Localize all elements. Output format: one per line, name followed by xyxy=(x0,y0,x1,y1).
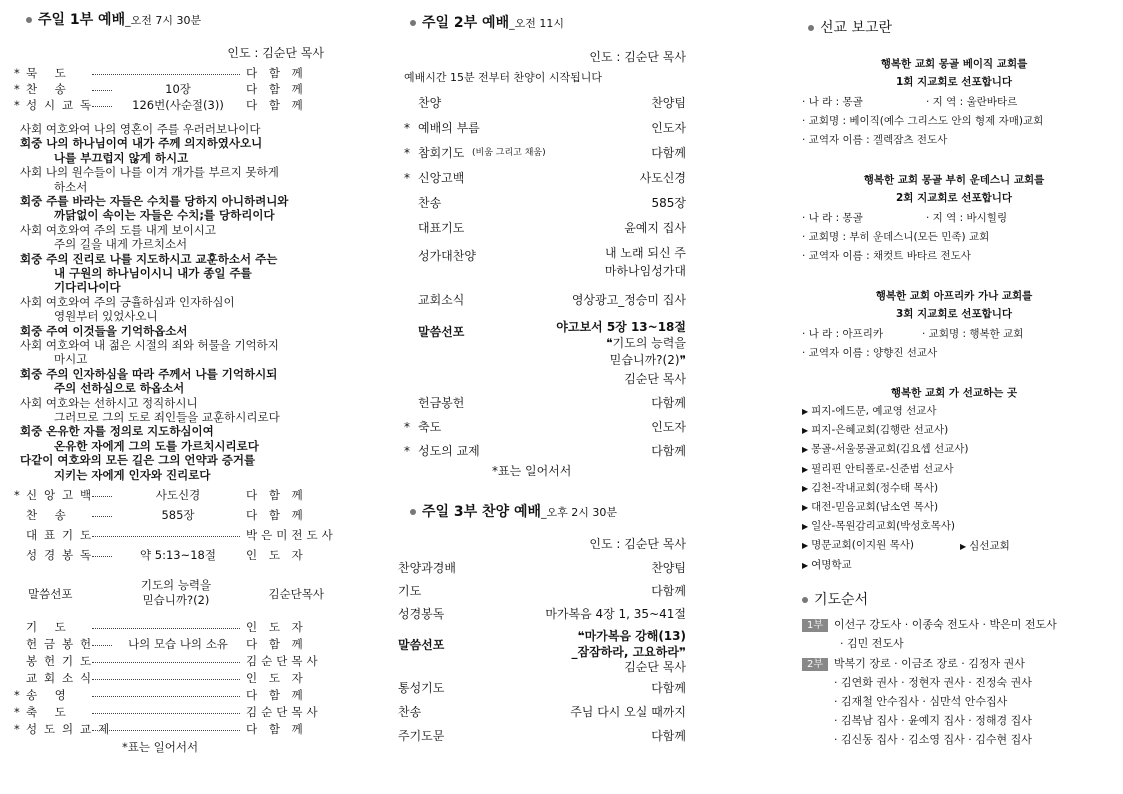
prayer-line: · 김신동 집사 · 김소영 집사 · 김수현 집사 xyxy=(834,733,1032,746)
sermon-label: 말씀선포 xyxy=(418,325,465,339)
prayer-line: 이선구 강도사 · 이종숙 전도사 · 박은미 전도사 xyxy=(834,618,1057,631)
service2-heading xyxy=(410,12,564,32)
support-item-label: 일산-목원감리교회(박성호목사) xyxy=(811,520,955,533)
order-label: 기도 xyxy=(398,584,422,598)
order-row xyxy=(14,528,337,543)
order-right: 다 함 께 xyxy=(246,488,307,502)
order-right: 인 도 자 xyxy=(246,548,307,562)
mission-head: 2회 지교회로 선포합니다 xyxy=(895,192,1013,204)
order-row xyxy=(14,722,324,737)
support-item-label: 여명학교 xyxy=(811,558,852,571)
order-value: 126번(사순절(3)) xyxy=(112,98,244,113)
responsive-line: 사회 여호와여 주의 긍휼하심과 인자하심이 xyxy=(20,294,235,309)
triangle-icon: ▶ xyxy=(802,464,809,474)
order-row xyxy=(398,395,686,411)
order-label: 축 도 xyxy=(26,705,73,719)
responsive-line: 회중 온유한 자를 정의로 지도하심이여 xyxy=(20,424,214,439)
service3-leader: 인도 : 김순단 목사 xyxy=(589,537,686,551)
prayer-line: 박복기 장로 · 이금조 장로 · 김정자 권사 xyxy=(834,657,1025,670)
order-right: 585장 xyxy=(651,196,686,210)
order-label: 대표기도 xyxy=(418,221,465,235)
support-item xyxy=(802,557,852,572)
service3-order xyxy=(398,560,686,632)
triangle-icon: ▶ xyxy=(802,426,809,436)
sermon-label: 말씀선포 xyxy=(398,638,445,652)
mission-line: · 지 역 : 울란바타르 xyxy=(926,96,1018,108)
star-icon: * xyxy=(404,171,410,185)
order-row xyxy=(14,620,324,635)
order-label: 주기도문 xyxy=(398,729,445,743)
service2-leader: 인도 : 김순단 목사 xyxy=(589,50,686,64)
mission-head: 3회 지교회로 선포합니다 xyxy=(895,308,1013,320)
order-right: 김순단목사 xyxy=(246,654,322,668)
support-item xyxy=(802,537,914,552)
order-row xyxy=(398,170,686,186)
support-item xyxy=(802,441,968,456)
responsive-line: 온유한 자에게 그의 도를 가르치시리로다 xyxy=(54,438,259,453)
order-row xyxy=(398,419,686,435)
service1-sermon-row xyxy=(14,578,324,610)
support-item xyxy=(802,422,948,437)
order-value: 10장 xyxy=(112,82,244,97)
responsive-line: 주의 선하심으로 하옵소서 xyxy=(54,381,185,396)
order-label: 헌금봉헌 xyxy=(26,637,99,651)
responsive-line: 그러므로 그의 도로 죄인들을 교훈하시리로다 xyxy=(54,410,280,424)
service1-title: 주일 1부 예배 xyxy=(38,12,126,28)
order-value: 나의 모습 나의 소유 xyxy=(112,637,244,652)
responsive-line: 사회 여호와여 나의 영혼이 주를 우러러보나이다 xyxy=(20,122,261,136)
order-right: 찬양팀 xyxy=(651,561,686,575)
order-label: 성도의 교제 xyxy=(418,444,480,458)
mission-line: · 교역자 이름 : 양향진 선교사 xyxy=(802,347,938,359)
support-extra xyxy=(960,538,1010,553)
service1-order-mid xyxy=(14,488,337,568)
mission-line: · 교회명 : 행복한 교회 xyxy=(922,328,1024,340)
dotted-leader xyxy=(92,705,240,714)
order-row xyxy=(14,654,324,669)
sermon-preacher: 김순단 목사 xyxy=(624,372,686,386)
responsive-line: 나를 부끄럽지 않게 하시고 xyxy=(54,150,189,165)
sermon-title-line2: _잠잠하라, 고요하라❞ xyxy=(571,645,686,659)
mission-line: · 나 라 : 아프리카 xyxy=(802,328,884,340)
order-right: 다함께 xyxy=(651,396,686,410)
order-label: 찬양과경배 xyxy=(398,561,456,575)
order-label: 성도의교제 xyxy=(26,722,117,736)
sermon-title-line2: 믿습니까?(2) xyxy=(142,593,210,607)
order-label: 통성기도 xyxy=(398,681,445,695)
order-row xyxy=(14,98,324,113)
order-right: 다함께 xyxy=(651,729,686,743)
order-label: 찬송 xyxy=(418,196,442,210)
order-row xyxy=(14,688,324,703)
responsive-line: 마시고 xyxy=(54,352,88,367)
order-right: 사도신경 xyxy=(639,171,686,185)
support-extra-label: 심선교회 xyxy=(969,540,1010,552)
support-item xyxy=(802,480,938,495)
star-icon: * xyxy=(404,420,410,434)
order-row xyxy=(398,606,686,622)
mission-line: · 지 역 : 바시힐링 xyxy=(926,212,1008,224)
support-list xyxy=(798,403,1110,573)
order-right: 김순단목사 xyxy=(246,705,322,719)
support-item xyxy=(802,499,938,514)
prayer-second-service xyxy=(802,655,1025,671)
sermon-passage: 야고보서 5장 13~18절 xyxy=(556,320,686,334)
bullet-icon xyxy=(410,20,416,26)
support-item-label: 피지-은혜교회(김행란 선교사) xyxy=(811,424,949,437)
star-icon: * xyxy=(14,705,20,719)
prayer-line: · 김연화 권사 · 정현자 권사 · 진정숙 권사 xyxy=(834,676,1032,689)
order-right: 박은미전도사 xyxy=(246,528,337,542)
triangle-icon: ▶ xyxy=(802,483,809,493)
service2-time: _오전 11시 xyxy=(509,17,564,30)
order-row xyxy=(398,195,686,211)
order-right: 다 함 께 xyxy=(246,688,307,702)
star-icon: * xyxy=(404,121,410,135)
mission-line: · 나 라 : 몽골 xyxy=(802,212,863,224)
bullet-icon xyxy=(410,509,416,515)
responsive-line: 사회 여호와는 선하시고 정직하시니 xyxy=(20,395,198,410)
order-right: 마가복음 4장 1, 35~41절 xyxy=(545,607,686,621)
service3-heading xyxy=(410,501,617,521)
responsive-line: 까닭없이 속이는 자들은 수치;를 당하리이다 xyxy=(54,208,275,223)
triangle-icon: ▶ xyxy=(802,522,809,532)
mission-line: · 교역자 이름 : 채컷트 바타르 전도사 xyxy=(802,250,971,262)
service1-order-top xyxy=(14,66,324,114)
service1-leader: 인도 : 김순단 목사 xyxy=(227,46,324,60)
service1-time: _오전 7시 30분 xyxy=(125,14,202,27)
mission-heading xyxy=(808,17,892,37)
order-right: 인도자 xyxy=(651,121,686,135)
order-right: 다 함 께 xyxy=(246,98,307,112)
order-row xyxy=(398,95,686,111)
responsive-reading xyxy=(20,122,330,486)
responsive-line: 회중 주의 인자하심을 따라 주께서 나를 기억하시되 xyxy=(20,366,278,381)
prayer-list xyxy=(834,674,1110,774)
order-label: 참회기도 xyxy=(418,146,465,160)
responsive-line: 회중 나의 하나님이여 내가 주께 의지하였사오니 xyxy=(20,136,263,151)
order-label: 성경봉독 xyxy=(398,607,445,621)
order-row xyxy=(14,671,324,686)
support-item-label: 필리핀 안티폴로-신준범 선교사 xyxy=(811,462,954,475)
order-value: 585장 xyxy=(112,508,244,523)
order-label: 헌금봉헌 xyxy=(418,396,465,410)
order-right: 다 함 께 xyxy=(246,66,307,80)
prayer-line: · 김복남 집사 · 윤예지 집사 · 정해경 집사 xyxy=(834,714,1032,727)
sermon-preacher: 김순단 목사 xyxy=(624,660,686,674)
order-right: 인도자 xyxy=(651,420,686,434)
order-right: 찬양팀 xyxy=(651,96,686,110)
star-icon: * xyxy=(14,82,20,96)
support-item-label: 명문교회(이지원 목사) xyxy=(811,539,914,552)
choir-name: 마하나임성가대 xyxy=(604,264,686,278)
responsive-line: 주의 길을 내게 가르치소서 xyxy=(54,237,188,252)
star-icon: * xyxy=(14,688,20,702)
mission-head: 1회 지교회로 선포합니다 xyxy=(895,76,1013,88)
order-row xyxy=(398,680,686,696)
responsive-line: 하소서 xyxy=(54,179,88,194)
service2-order-after xyxy=(398,395,686,467)
service1-heading xyxy=(26,9,201,29)
service3-title: 주일 3부 찬양 예배 xyxy=(422,504,542,520)
triangle-icon: ▶ xyxy=(802,445,809,455)
dotted-leader xyxy=(92,722,240,731)
stand-note: *표는 일어서서 xyxy=(122,740,199,754)
order-label: 성경봉독 xyxy=(26,548,99,562)
order-row xyxy=(398,560,686,576)
order-right: 다 함 께 xyxy=(246,722,307,736)
mission-head: 행복한 교회 아프리카 가나 교회를 xyxy=(875,290,1033,302)
order-label: 봉헌기도 xyxy=(26,654,99,668)
choir-song: 내 노래 되신 주 xyxy=(605,246,686,260)
order-row xyxy=(14,548,324,563)
order-row xyxy=(398,220,686,236)
star-icon: * xyxy=(14,66,20,80)
order-right: 인 도 자 xyxy=(246,671,307,685)
triangle-icon: ▶ xyxy=(960,542,967,551)
order-label: 예배의 부름 xyxy=(418,121,480,135)
responsive-line: 사회 여호와여 주의 도를 내게 보이시고 xyxy=(20,222,217,237)
order-right: 다 함 께 xyxy=(246,637,307,651)
order-value: 약 5:13~18절 xyxy=(112,548,244,563)
dotted-leader xyxy=(92,671,240,680)
order-label: 대표기도 xyxy=(26,528,99,542)
service2-title: 주일 2부 예배 xyxy=(422,15,510,31)
order-label: 묵 도 xyxy=(26,66,73,80)
responsive-line: 지키는 자에게 인자와 진리로다 xyxy=(54,467,211,482)
responsive-line: 기다리나이다 xyxy=(54,280,121,295)
support-item-label: 김천-작내교회(정수태 목사) xyxy=(811,481,939,494)
order-right: 다 함 께 xyxy=(246,82,307,96)
prayer-first-service xyxy=(802,616,1057,632)
service2-order xyxy=(398,95,686,241)
support-item xyxy=(802,461,953,476)
bullet-icon xyxy=(802,597,808,603)
order-label: 축도 xyxy=(418,420,442,434)
dotted-leader xyxy=(92,688,240,697)
order-label: 신앙고백 xyxy=(418,171,465,185)
order-right: 인 도 자 xyxy=(246,620,307,634)
responsive-line: 다같이 여호와의 모든 길은 그의 언약과 증거를 xyxy=(20,453,256,468)
sermon-title-line1: 기도의 능력을 xyxy=(140,578,212,592)
order-row xyxy=(398,120,686,136)
star-icon: * xyxy=(404,146,410,160)
order-row xyxy=(398,704,686,720)
dotted-leader xyxy=(92,528,240,537)
service-badge: 2부 xyxy=(802,658,828,671)
stand-note: *표는 일어서서 xyxy=(492,464,572,478)
order-row xyxy=(14,82,324,97)
support-item-label: 몽골-서울몽골교회(김요셉 선교사) xyxy=(811,443,969,456)
order-right: 다 함 께 xyxy=(246,508,307,522)
support-item-label: 피지-에드문, 예교영 선교사 xyxy=(811,405,937,417)
order-row xyxy=(398,728,686,744)
responsive-line: 사회 여호와여 내 젊은 시절의 죄와 허물을 기억하지 xyxy=(20,338,279,352)
service3-order-after xyxy=(398,680,686,752)
support-head: 행복한 교회 가 선교하는 곳 xyxy=(890,387,1018,399)
sermon-title-line2: 믿습니까?(2)❞ xyxy=(609,353,686,367)
triangle-icon: ▶ xyxy=(802,503,809,512)
responsive-line: 회중 주를 바라는 자들은 수치를 당하지 아니하려니와 xyxy=(20,194,289,208)
mission-line: · 나 라 : 몽골 xyxy=(802,96,863,108)
dotted-leader xyxy=(92,66,240,75)
support-item xyxy=(802,403,937,418)
star-icon: * xyxy=(14,488,20,502)
order-label: 찬양 xyxy=(418,96,442,110)
order-right: 다함께 xyxy=(651,681,686,695)
order-label: 찬 송 xyxy=(26,82,73,96)
mission-reports xyxy=(798,56,1110,366)
responsive-line: 회중 주의 진리로 나를 지도하시고 교훈하소서 주는 xyxy=(20,251,278,266)
sermon-title-line1: ❝마가복음 강해(13) xyxy=(577,629,686,643)
order-row xyxy=(14,488,324,503)
order-row xyxy=(14,508,324,523)
order-right: 윤예지 집사 xyxy=(624,221,686,235)
dotted-leader xyxy=(92,654,240,663)
sermon-title-line1: ❝기도의 능력을 xyxy=(606,336,686,350)
mission-head: 행복한 교회 몽골 부히 운데스니 교회를 xyxy=(863,174,1045,186)
order-row xyxy=(14,637,324,652)
order-label: 기 도 xyxy=(26,620,73,634)
star-icon: * xyxy=(14,722,20,736)
order-label: 찬 송 xyxy=(26,508,73,522)
mission-line: · 교역자 이름 : 겔렉잠츠 전도사 xyxy=(802,134,948,146)
service2-note: 예배시간 15분 전부터 찬양이 시작됩니다 xyxy=(404,71,602,84)
mission-line: · 교회명 : 부히 운데스니(모든 민족) 교회 xyxy=(802,231,990,243)
prayer-line: · 김민 전도사 xyxy=(840,637,904,650)
order-row xyxy=(14,705,324,720)
order-right: 다함께 xyxy=(651,444,686,458)
news-label: 교회소식 xyxy=(418,293,465,307)
responsive-line: 사회 나의 원수들이 나를 이겨 개가를 부르지 못하게 xyxy=(20,165,279,180)
order-label: 신앙고백 xyxy=(26,488,99,502)
order-right: 다함께 xyxy=(651,584,686,598)
support-item xyxy=(802,518,955,533)
responsive-line: 회중 주여 이것들을 기억하옵소서 xyxy=(20,323,188,338)
bullet-icon xyxy=(26,17,32,23)
order-right: 주님 다시 오실 때까지 xyxy=(570,705,686,719)
order-row xyxy=(398,443,686,459)
mission-head: 행복한 교회 몽골 베이직 교회를 xyxy=(880,58,1028,70)
choir-label: 성가대찬양 xyxy=(418,249,476,263)
order-row xyxy=(14,66,324,81)
service3-time: _오후 2시 30분 xyxy=(541,506,618,519)
prayer-title: 기도순서 xyxy=(814,592,869,608)
prayer-heading xyxy=(802,589,868,609)
responsive-line: 내 구원의 하나님이시니 내가 종일 주를 xyxy=(54,266,252,280)
mission-line: · 교회명 : 베이직(예수 그리스도 안의 형제 자매)교회 xyxy=(802,115,1044,127)
triangle-icon: ▶ xyxy=(802,541,809,551)
order-label: 송 영 xyxy=(26,688,73,702)
star-icon: * xyxy=(14,98,20,112)
news-value: 영상광고_정승미 집사 xyxy=(571,293,686,307)
order-value: 사도신경 xyxy=(112,488,244,503)
service1-order-bottom xyxy=(14,620,324,740)
order-row xyxy=(398,583,686,599)
order-label: 교회소식 xyxy=(26,671,99,685)
service-badge: 1부 xyxy=(802,619,828,632)
order-label: 찬송 xyxy=(398,705,422,719)
bullet-icon xyxy=(808,25,814,31)
support-item-label: 대전-믿음교회(남소연 목사) xyxy=(811,501,939,513)
order-label: 성시교독 xyxy=(26,98,99,112)
prayer-line: · 김재철 안수집사 · 심만석 안수집사 xyxy=(834,695,1008,708)
sermon-preacher: 김순단목사 xyxy=(268,587,324,601)
order-row xyxy=(398,145,686,161)
order-label-note: (비움 그리고 채움) xyxy=(472,148,546,158)
responsive-line: 영원부터 있었사오니 xyxy=(54,309,158,324)
triangle-icon: ▶ xyxy=(802,407,809,416)
triangle-icon: ▶ xyxy=(802,560,809,570)
sermon-label: 말씀선포 xyxy=(28,587,73,601)
dotted-leader xyxy=(92,620,240,629)
mission-title: 선교 보고란 xyxy=(820,20,893,36)
order-right: 다함께 xyxy=(651,146,686,160)
star-icon: * xyxy=(404,444,410,458)
